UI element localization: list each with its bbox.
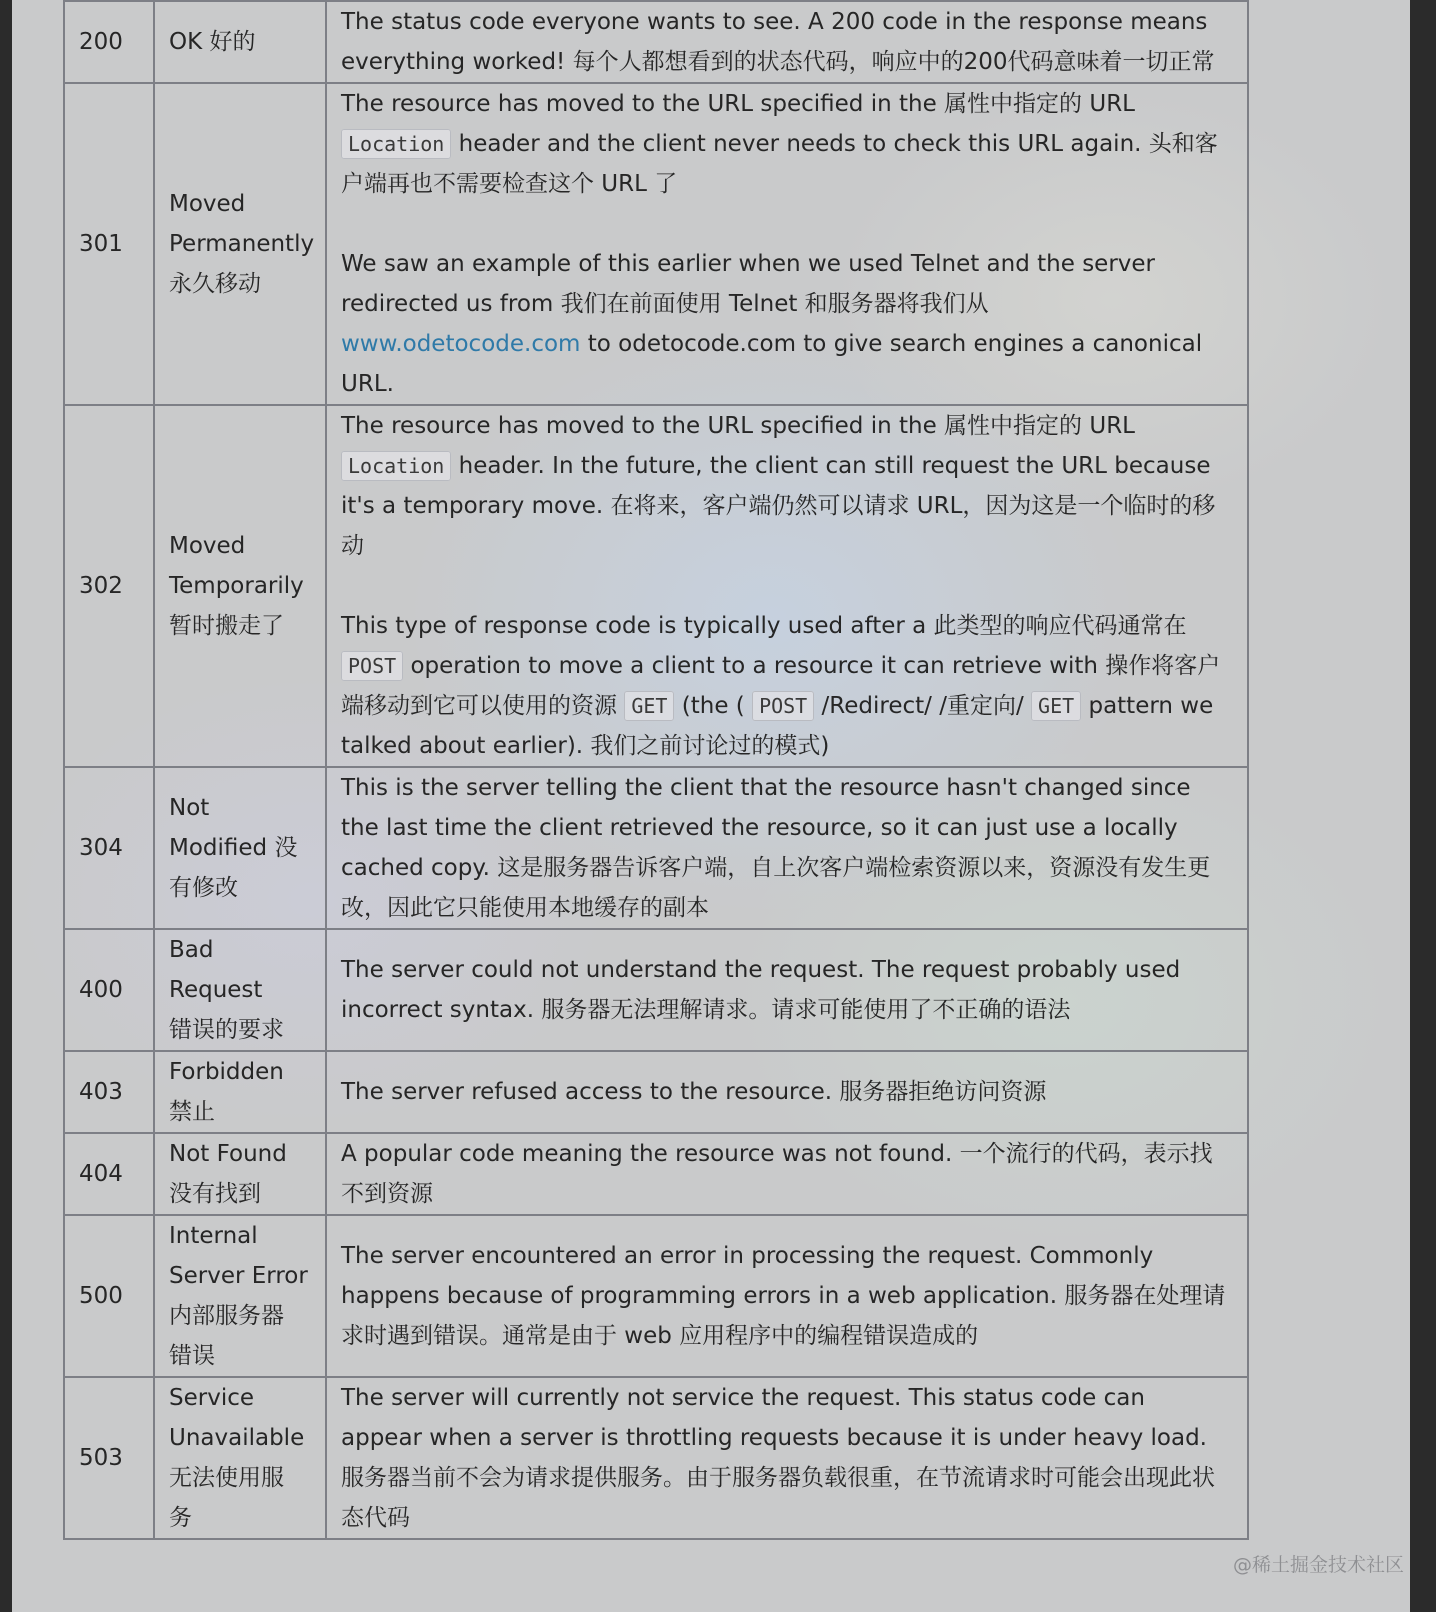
status-name-line: 无法使用服 (169, 1465, 284, 1491)
description-paragraph (341, 1072, 1233, 1112)
table-row-304 (64, 767, 1248, 929)
status-description-cell (326, 1133, 1248, 1215)
status-description-cell (326, 1377, 1248, 1539)
status-name-cell (154, 929, 326, 1051)
status-description-cell (326, 929, 1248, 1051)
table-row-302 (64, 405, 1248, 767)
description-text: The server will currently not service the request. This status code can appear when a server is throttling requests because it is under heavy load. 服务器当前不会为请求提供服务。由于服务器负载很重，在节流请求时可能会出现此状态代码 (341, 1385, 1215, 1531)
status-code-cell: 404 (64, 1133, 154, 1215)
status-name-line: 错误的要求 (169, 1017, 284, 1043)
description-paragraph (341, 1134, 1233, 1214)
description-paragraph (341, 950, 1233, 1030)
description-paragraph (341, 606, 1233, 766)
status-name-cell (154, 1133, 326, 1215)
inline-code: GET (1031, 691, 1081, 721)
status-name-line: Service (169, 1385, 255, 1411)
table-row-404 (64, 1133, 1248, 1215)
status-code-cell: 400 (64, 929, 154, 1051)
status-name-line: Unavailable (169, 1425, 305, 1451)
inline-code: POST (341, 651, 403, 681)
inline-code: GET (624, 691, 674, 721)
status-name-cell (154, 1051, 326, 1133)
description-paragraph (341, 768, 1233, 928)
paragraph-spacer (341, 566, 1233, 606)
status-description-cell (326, 1215, 1248, 1377)
status-code-cell: 304 (64, 767, 154, 929)
table-row-503 (64, 1377, 1248, 1539)
status-table-body (64, 1, 1248, 1539)
description-text: This type of response code is typically used after a 此类型的响应代码通常在 (341, 613, 1187, 639)
status-name-line: Not Found (169, 1141, 287, 1167)
description-text: to odetocode.com to give search engines a canonical URL. (341, 331, 1203, 397)
status-name-line: 内部服务器 (169, 1303, 284, 1329)
document-page (12, 0, 1410, 1612)
status-name-line: Server Error (169, 1263, 308, 1289)
inline-code: Location (341, 451, 451, 481)
description-paragraph (341, 2, 1233, 82)
status-name-cell (154, 405, 326, 767)
status-name-line: Forbidden (169, 1059, 284, 1085)
description-text: operation to move a client to a resource it can retrieve with 操作将客户端移动到它可以使用的资源 (341, 653, 1221, 719)
status-code-cell: 500 (64, 1215, 154, 1377)
status-name-line: Permanently (169, 231, 315, 257)
status-name-line: Moved (169, 533, 246, 559)
status-name-cell (154, 1377, 326, 1539)
description-paragraph (341, 1236, 1233, 1356)
table-row-403 (64, 1051, 1248, 1133)
description-text: The server refused access to the resource. 服务器拒绝访问资源 (341, 1079, 1047, 1105)
status-name-line: 暂时搬走了 (169, 613, 284, 639)
status-description-cell (326, 83, 1248, 405)
status-name-line: Temporarily (169, 573, 304, 599)
status-description-cell (326, 405, 1248, 767)
description-paragraph (341, 406, 1233, 566)
status-name-cell (154, 1215, 326, 1377)
status-description-cell (326, 767, 1248, 929)
description-text: The resource has moved to the URL specified in the 属性中指定的 URL (341, 91, 1135, 117)
description-paragraph (341, 1378, 1233, 1538)
status-name-cell (154, 83, 326, 405)
status-name-line: 没有找到 (169, 1181, 261, 1207)
status-name-line: 有修改 (169, 875, 238, 901)
status-description-cell (326, 1, 1248, 83)
description-text: (the ( (674, 693, 753, 719)
table-row-400 (64, 929, 1248, 1051)
description-text: We saw an example of this earlier when we used Telnet and the server redirected us from 我们在前面使用 Telnet 和服务器将我们从 (341, 251, 1156, 317)
status-name-line: 错误 (169, 1343, 215, 1369)
status-name-line: Moved (169, 191, 246, 217)
domain-link[interactable]: www.odetocode.com (341, 331, 581, 357)
status-name-line: Modified 没 (169, 835, 298, 861)
status-name-cell (154, 767, 326, 929)
status-name-line: 禁止 (169, 1099, 215, 1125)
http-status-table (63, 0, 1249, 1540)
inline-code: POST (752, 691, 814, 721)
table-row-500 (64, 1215, 1248, 1377)
status-name-line: Not (169, 795, 210, 821)
description-paragraph (341, 244, 1233, 404)
status-code-cell: 301 (64, 83, 154, 405)
description-text: The server could not understand the request. The request probably used incorrect syntax. 服务器无法理解请求。请求可能使用了不正确的语法 (341, 957, 1181, 1023)
inline-code: Location (341, 129, 451, 159)
description-text: The resource has moved to the URL specified in the 属性中指定的 URL (341, 413, 1135, 439)
table-row-200 (64, 1, 1248, 83)
status-name-line: 永久移动 (169, 271, 261, 297)
description-text: The status code everyone wants to see. A 200 code in the response means everything worked! 每个人都想看到的状态代码，响应中的200代码意味着一切正常 (341, 9, 1215, 75)
table-row-301 (64, 83, 1248, 405)
status-code-cell: 403 (64, 1051, 154, 1133)
paragraph-spacer (341, 204, 1233, 244)
description-text: A popular code meaning the resource was not found. 一个流行的代码，表示找不到资源 (341, 1141, 1213, 1207)
description-text: header. In the future, the client can still request the URL because it's a temporary move. 在将来，客户端仍然可以请求 URL，因为这是一个临时的移动 (341, 453, 1216, 559)
status-code-cell: 200 (64, 1, 154, 83)
status-name-line: OK 好的 (169, 29, 256, 55)
status-name-cell (154, 1, 326, 83)
description-text: pattern we talked about earlier). 我们之前讨论过的模式) (341, 693, 1214, 759)
description-text: /Redirect/ /重定向/ (814, 693, 1032, 719)
status-name-line: Bad Request (169, 937, 263, 1003)
watermark: @稀土掘金技术社区 (1232, 1554, 1404, 1576)
description-text: The server encountered an error in processing the request. Commonly happens because of programming errors in a web application. 服务器在处理请求时遇到错误。通常是由于 web 应用程序中的编程错误造成的 (341, 1243, 1226, 1349)
description-text: This is the server telling the client that the resource hasn't changed since the last time the client retrieved the resource, so it can just use a locally cached copy. 这是服务器告诉客户端，自上次客户端检索资源以来，资源没有发生更改，因此它只能使用本地缓存的副本 (341, 775, 1211, 921)
status-code-cell: 302 (64, 405, 154, 767)
status-description-cell (326, 1051, 1248, 1133)
status-name-line: Internal (169, 1223, 258, 1249)
description-text: header and the client never needs to check this URL again. 头和客户端再也不需要检查这个 URL 了 (341, 131, 1218, 197)
status-name-line: 务 (169, 1505, 192, 1531)
status-code-cell: 503 (64, 1377, 154, 1539)
description-paragraph (341, 84, 1233, 204)
